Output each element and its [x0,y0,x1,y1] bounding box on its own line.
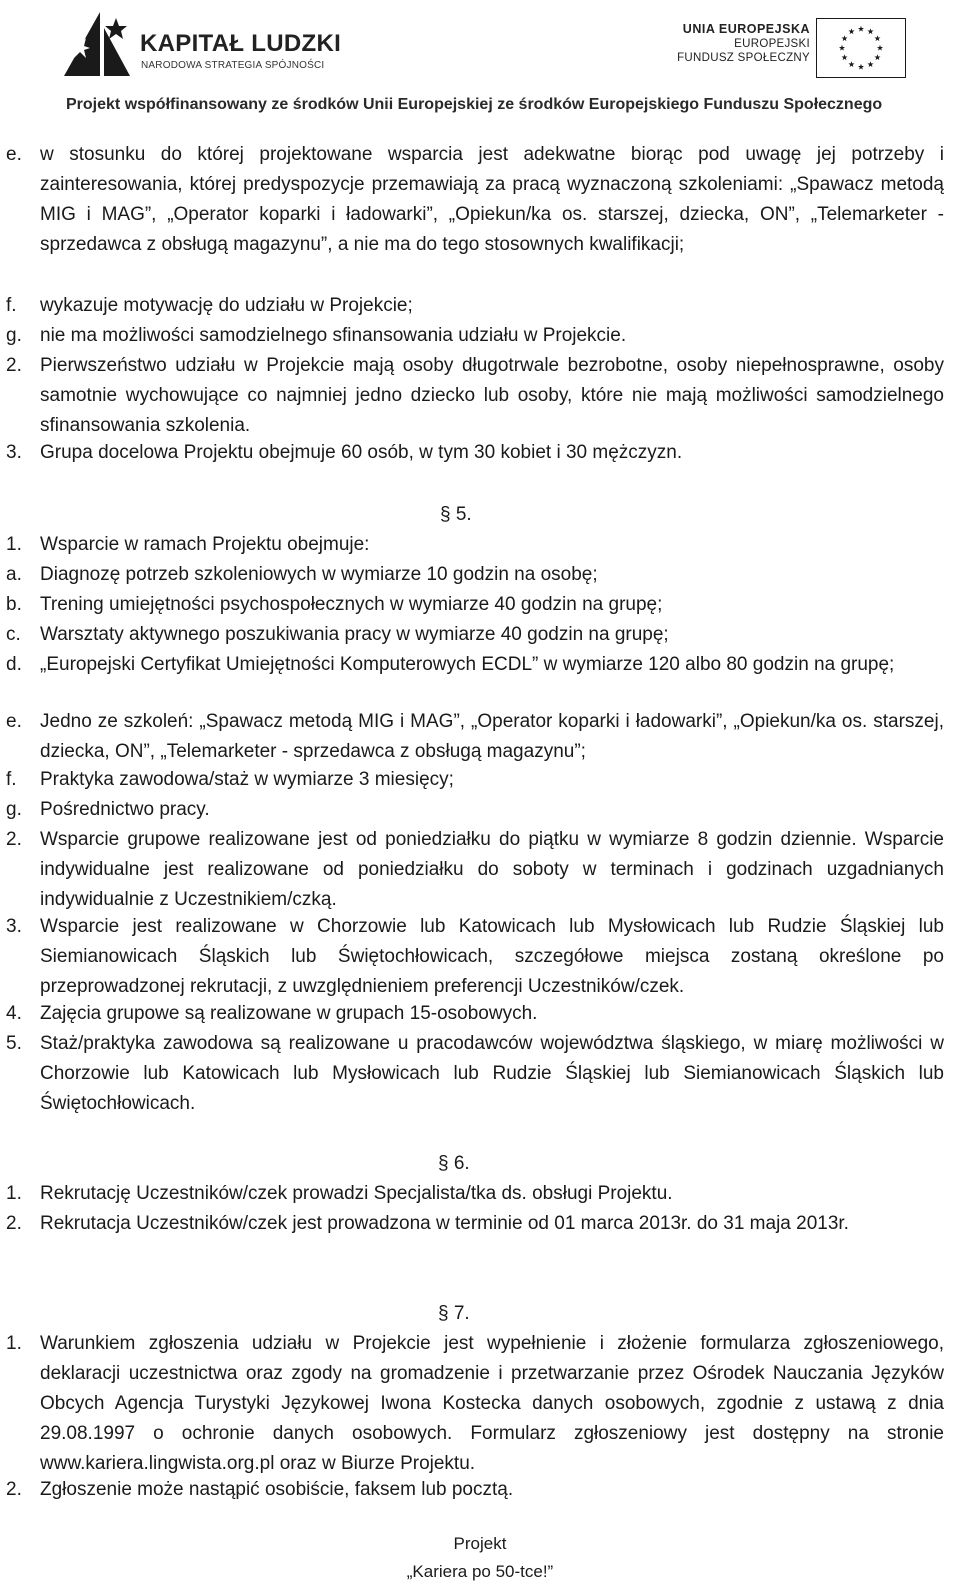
item-text: Grupa docelowa Projektu obejmuje 60 osób, w tym 30 kobiet i 30 mężczyzn. [40,442,683,463]
item-number: d. [6,654,22,675]
item-text: Praktyka zawodowa/staż w wymiarze 3 miesięcy; [40,769,454,790]
section-5-title: § 5. [440,504,472,525]
item-number: 5. [6,1033,22,1054]
item-text: wykazuje motywację do udziału w Projekcie; [40,295,413,316]
item-number: 2. [6,829,22,850]
item-text: Zajęcia grupowe są realizowane w grupach 15-osobowych. [40,1003,538,1024]
item-text: Trening umiejętności psychospołecznych w wymiarze 40 godzin na grupę; [40,594,663,615]
item-number: 3. [6,916,22,937]
item-number: g. [6,325,22,346]
item-number: 1. [6,1333,22,1354]
page-header [0,0,960,128]
item-number: f. [6,769,17,790]
item-number: e. [6,711,22,732]
item-number: 2. [6,1213,22,1234]
item-text: Staż/praktyka zawodowa są realizowane u pracodawców województwa śląskiego, w miarę możliwości w Chorzowie lub Katowicach lub Mysłowicach lub Rudzie Śląskiej lub Siemianowicach Śląskich lub Świętochłowicach. [40,1033,944,1114]
item-number: f. [6,295,17,316]
logo-right-line2: EUROPEJSKI [734,38,810,50]
item-text: „Europejski Certyfikat Umiejętności Komputerowych ECDL” w wymiarze 120 albo 80 godzin na grupę; [40,654,895,675]
eu-flag-icon [816,18,906,78]
item-number: 1. [6,534,22,555]
item-number: g. [6,799,22,820]
item-text: Warunkiem zgłoszenia udziału w Projekcie jest wypełnienie i złożenie formularza zgłoszeniowego, deklaracji uczestnictwa oraz zgody na gromadzenie i przetwarzanie przez Ośrodek Nauczania Języków Obcych Agencja Turystyki Językowej Iwona Kostecka danych osobowych, zgodnie z ustawą z dnia 29.08.1997 o ochronie danych osobowych. Formularz zgłoszeniowy jest dostępny na stronie www.kariera.lingwista.org.pl oraz w Biurze Projektu. [40,1333,944,1474]
item-number: a. [6,564,22,585]
item-number: 2. [6,355,22,376]
section-6-title: § 6. [438,1153,470,1174]
item-text: Wsparcie w ramach Projektu obejmuje: [40,534,370,555]
item-text: Wsparcie grupowe realizowane jest od poniedziałku do piątku w wymiarze 8 godzin dziennie. Wsparcie indywidualne jest realizowane od poniedziałku do soboty w terminach i godzinach uzgadnianych indywidualnie z Uczestnikiem/czką. [40,829,944,910]
item-number: e. [6,144,22,165]
item-text: Warsztaty aktywnego poszukiwania pracy w wymiarze 40 godzin na grupę; [40,624,669,645]
logo-right-line1: UNIA EUROPEJSKA [682,22,810,36]
item-text: Pierwszeństwo udziału w Projekcie mają osoby długotrwale bezrobotne, osoby niepełnosprawne, osoby samotnie wychowujące co najmniej jedno dziecko lub osoby, które nie mają możliwości samodzielnego sfinansowania szkolenia. [40,355,944,436]
item-text: Jedno ze szkoleń: „Spawacz metodą MIG i MAG”, „Operator koparki i ładowarki”, „Opiekun/ka os. starszej, dziecka, ON”, „Telemarketer - sprzedawca z obsługą magazynu”; [40,711,944,762]
item-text: Diagnozę potrzeb szkoleniowych w wymiarze 10 godzin na osobę; [40,564,598,585]
item-number: 2. [6,1479,22,1500]
item-text: Rekrutację Uczestników/czek prowadzi Specjalista/tka ds. obsługi Projektu. [40,1183,673,1204]
kapital-ludzki-logo [60,8,342,78]
logo-left-title: KAPITAŁ LUDZKI [140,30,342,57]
item-number: 1. [6,1183,22,1204]
logo-right-line3: FUNDUSZ SPOŁECZNY [677,52,810,64]
item-text: Zgłoszenie może nastąpić osobiście, faksem lub pocztą. [40,1479,514,1500]
footer-project-name: „Kariera po 50-tce!” [406,1562,554,1581]
logo-left-subtitle: NARODOWA STRATEGIA SPÓJNOŚCI [141,60,325,71]
item-number: b. [6,594,22,615]
kapital-ludzki-emblem-icon [60,8,134,78]
footer-line1: Projekt [453,1534,507,1553]
item-text: Pośrednictwo pracy. [40,799,210,820]
page-footer [0,1530,960,1586]
item-text: Rekrutacja Uczestników/czek jest prowadzona w terminie od 01 marca 2013r. do 31 maja 2013r. [40,1213,849,1234]
eu-logo [620,12,920,82]
item-text: nie ma możliwości samodzielnego sfinansowania udziału w Projekcie. [40,325,627,346]
item-text: w stosunku do której projektowane wsparcia jest adekwatne biorąc pod uwagę jej potrzeby i zainteresowania, której predyspozycje przemawiają za pracą wyznaczoną szkoleniami: „Spawacz metodą MIG i MAG”, „Operator koparki i ładowarki”, „Opiekun/ka os. starszej, dziecka, ON”, „Telemarketer - sprzedawca z obsługą magazynu”, a nie ma do tego stosownych kwalifikacji; [40,144,944,255]
item-text: Wsparcie jest realizowane w Chorzowie lub Katowicach lub Mysłowicach lub Rudzie Śląskiej lub Siemianowicach Śląskich lub Świętochłowicach, szczegółowe miejsca zostaną określone po przeprowadzonej rekrutacji, z uwzględnieniem preferencji Uczestników/czek. [40,916,944,997]
section-7-title: § 7. [438,1303,470,1324]
project-cofinancing-line: Projekt współfinansowany ze środków Unii Europejskiej ze środków Europejskiego Funduszu Społecznego [66,96,883,113]
item-number: 3. [6,442,22,463]
item-number: 4. [6,1003,22,1024]
item-number: c. [6,624,21,645]
